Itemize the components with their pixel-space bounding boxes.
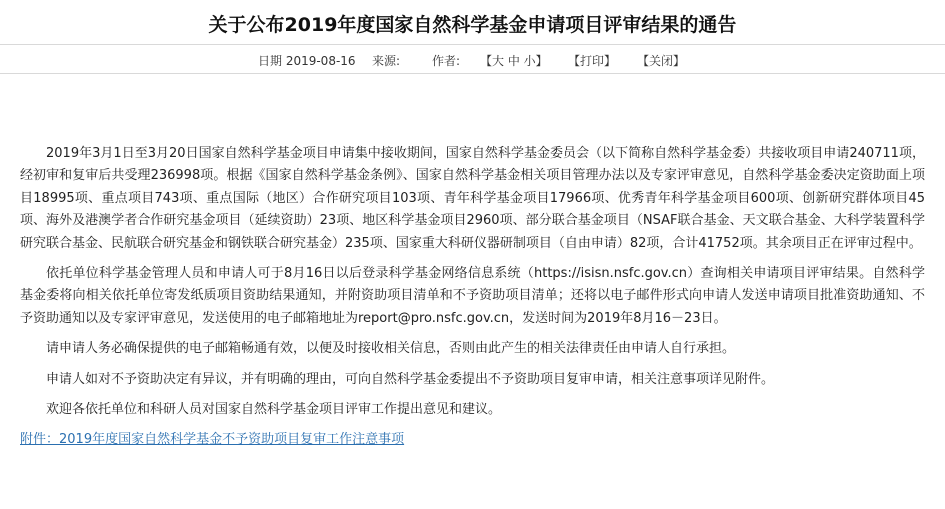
- close-button[interactable]: 【关闭】: [637, 54, 686, 68]
- print-button[interactable]: 【打印】: [568, 54, 617, 68]
- article-body: [20, 143, 925, 460]
- author-label: 作者:: [432, 54, 461, 68]
- attachment-link[interactable]: 附件：2019年度国家自然科学基金不予资助项目复审工作注意事项: [20, 432, 405, 448]
- article-meta-bar: [0, 44, 945, 74]
- font-size-control[interactable]: 【大 中 小】: [480, 54, 548, 68]
- paragraph-summary: 2019年3月1日至3月20日国家自然科学基金项目申请集中接收期间，国家自然科学基金委员会（以下简称自然科学基金委）共接收项目申请240711项，经初审和复审后共受理236998项。根据《国家自然科学基金条例》、国家自然科学基金相关项目管理办法以及专家评审意见，自然科学基金委决定资助面上项目18995项、重点项目743项、重点国际（地区）合作研究项目103项、青年科学基金项目17966项、优秀青年科学基金项目600项、创新研究群体项目45项、海外及港澳学者合作研究基金项目（延续资助）23项、地区科学基金项目2960项、部分联合基金项目（NSAF联合基金、天文联合基金、大科学装置科学研究联合基金、民航联合研究基金和钢铁联合研究基金）235项、国家重大科研仪器研制项目（自由申请）82项，合计41752项。其余项目正在评审过程中。: [20, 146, 925, 251]
- page-title: 关于公布2019年度国家自然科学基金申请项目评审结果的通告: [208, 14, 737, 36]
- paragraph-email-notice: 请申请人务必确保提供的电子邮箱畅通有效，以便及时接收相关信息，否则由此产生的相关法律责任由申请人自行承担。: [46, 341, 736, 357]
- paragraph-query-results: 依托单位科学基金管理人员和申请人可于8月16日以后登录科学基金网络信息系统（https://isisn.nsfc.gov.cn）查询相关申请项目评审结果。自然科学基金委将向相关依托单位寄发纸质项目资助结果通知，并附资助项目清单和不予资助项目清单；还将以电子邮件形式向申请人发送申请项目批准资助通知、不予资助通知以及专家评审意见，发送使用的电子邮箱地址为report@pro.nsfc.gov.cn，发送时间为2019年8月16－23日。: [20, 266, 925, 326]
- paragraph-review-appeal: 申请人如对不予资助决定有异议，并有明确的理由，可向自然科学基金委提出不予资助项目复审申请，相关注意事项详见附件。: [46, 371, 775, 387]
- attachment-row: [20, 429, 925, 451]
- publish-date: 日期 2019-08-16: [258, 54, 356, 68]
- source-label: 来源:: [372, 54, 401, 68]
- paragraph-feedback: 欢迎各依托单位和科研人员对国家自然科学基金项目评审工作提出意见和建议。: [46, 402, 502, 418]
